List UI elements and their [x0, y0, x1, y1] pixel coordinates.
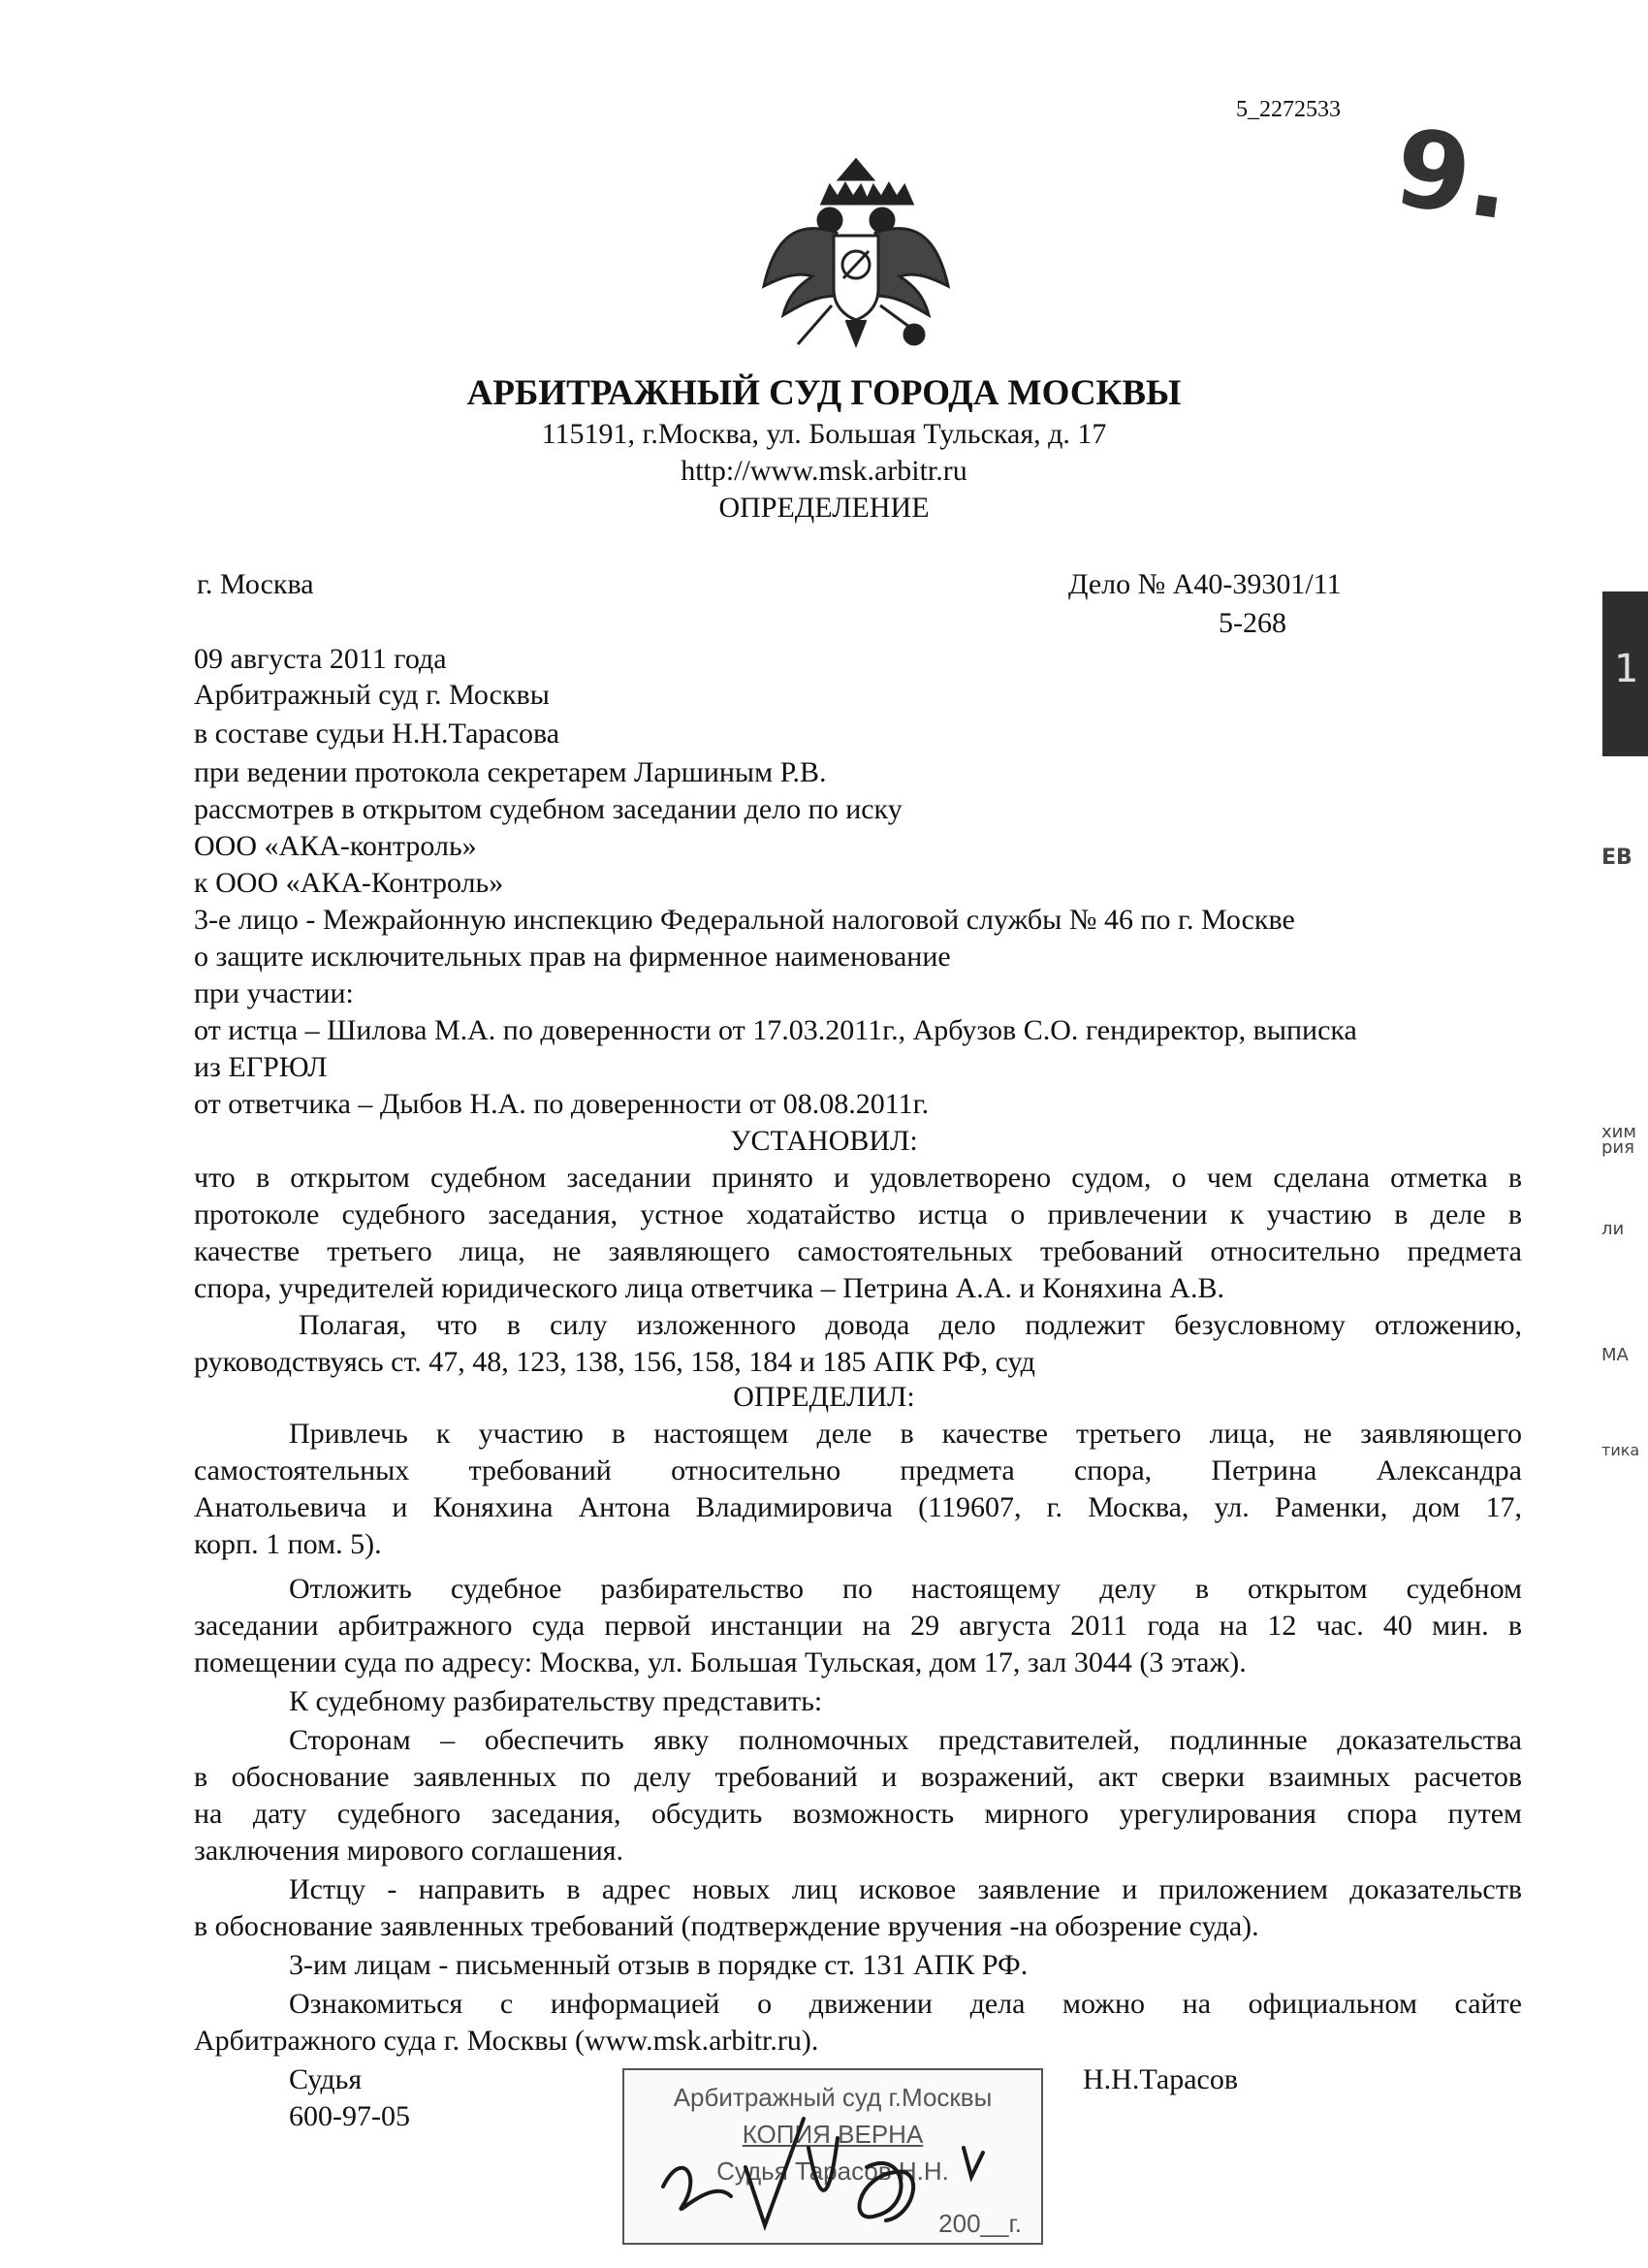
adjacent-page-strip	[1602, 591, 1648, 756]
decided-heading: ОПРЕДЕЛИЛ:	[733, 1381, 915, 1413]
decided-line: Истцу - направить в адрес новых лиц исковое заявление и приложением доказательств	[289, 1873, 1522, 1905]
case-sub-number: 5-268	[1219, 607, 1286, 639]
decided-line: Ознакомиться с информацией о движении дела можно на официальном сайте	[289, 1988, 1522, 2020]
decided-line: 3-им лицам - письменный отзыв в порядке ст. 131 АПК РФ.	[289, 1949, 1029, 1981]
decided-line: заключения мирового соглашения.	[194, 1835, 624, 1867]
decided-line: заседании арбитражного суда первой инстанции на 29 августа 2011 года на 12 час. 40 мин. в	[194, 1610, 1522, 1642]
decided-line: в обоснование заявленных требований (подтверждение вручения -на обозрение суда).	[194, 1910, 1259, 1942]
intro-line: Арбитражный суд г. Москвы	[194, 679, 550, 711]
established-heading: УСТАНОВИЛ:	[730, 1125, 918, 1157]
edge-text: тика	[1601, 1441, 1640, 1459]
decided-line: Анатольевича и Коняхина Антона Владимировича (119607, г. Москва, ул. Раменки, дом 17,	[194, 1491, 1522, 1523]
intro-line: при ведении протокола секретарем Ларшиным Р.В.	[194, 756, 827, 788]
edge-text: ли	[1601, 1219, 1625, 1239]
court-address: 115191, г.Москва, ул. Большая Тульская, д. 17	[541, 418, 1107, 450]
edge-text: хим	[1601, 1122, 1636, 1142]
decided-line: Отложить судебное разбирательство по настоящему делу в открытом судебном	[289, 1573, 1522, 1605]
intro-line: от ответчика – Дыбов Н.А. по доверенности от 08.08.2011г.	[194, 1088, 930, 1120]
decided-line: К судебному разбирательству представить:	[289, 1685, 823, 1717]
intro-line: 3-е лицо - Межрайонную инспекцию Федеральной налоговой службы № 46 по г. Москве	[194, 904, 1295, 936]
decided-line: в обоснование заявленных по делу требований и возражений, акт сверки взаимных расчетов	[194, 1761, 1522, 1793]
certified-copy-stamp	[622, 2068, 1043, 2245]
decided-line: корп. 1 пом. 5).	[194, 1528, 382, 1560]
decided-line: самостоятельных требований относительно предмета спора, Петрина Александра	[194, 1454, 1522, 1486]
intro-line: о защите исключительных прав на фирменное наименование	[194, 941, 951, 973]
edge-text: МА	[1601, 1345, 1629, 1365]
intro-line: в составе судьи Н.Н.Тарасова	[194, 718, 560, 750]
judge-phone: 600-97-05	[289, 2100, 410, 2132]
coat-of-arms-icon	[754, 150, 958, 354]
city: г. Москва	[197, 568, 314, 600]
established-line: Полагая, что в силу изложенного довода дело подлежит безусловному отложению,	[299, 1309, 1522, 1341]
handwritten-mark: 9.	[1387, 105, 1519, 244]
intro-line: к ООО «АКА-Контроль»	[194, 867, 504, 899]
intro-line: рассмотрев в открытом судебном заседании дело по иску	[194, 793, 903, 825]
court-name: АРБИТРАЖНЫЙ СУД ГОРОДА МОСКВЫ	[466, 373, 1182, 413]
decision-date: 09 августа 2011 года	[194, 643, 447, 675]
document-type: ОПРЕДЕЛЕНИЕ	[718, 492, 930, 524]
stamp-court: Арбитражный суд г.Москвы	[673, 2083, 993, 2112]
case-number: Дело № А40-39301/11	[1068, 568, 1342, 600]
decided-line: на дату судебного заседания, обсудить возможность мирного урегулирования спора путем	[194, 1798, 1522, 1830]
intro-line: из ЕГРЮЛ	[194, 1051, 328, 1083]
document-id: 5_2272533	[1236, 97, 1341, 122]
stamp-year: 200__г.	[938, 2209, 1022, 2238]
established-line: протоколе судебного заседания, устное ходатайство истца о привлечении к участию в деле в	[194, 1198, 1522, 1230]
decided-line: Привлечь к участию в настоящем деле в качестве третьего лица, не заявляющего	[289, 1418, 1522, 1450]
stamp-copy-verified: КОПИЯ ВЕРНА	[742, 2120, 924, 2149]
decided-line: помещении суда по адресу: Москва, ул. Большая Тульская, дом 17, зал 3044 (3 этаж).	[194, 1646, 1247, 1678]
decided-line: Сторонам – обеспечить явку полномочных представителей, подлинные доказательства	[289, 1724, 1522, 1756]
edge-text: рия	[1601, 1137, 1634, 1158]
judge-name: Н.Н.Тарасов	[1083, 2063, 1239, 2095]
intro-line: от истца – Шилова М.А. по доверенности от 17.03.2011г., Арбузов С.О. гендиректор, выписка	[194, 1014, 1357, 1046]
established-line: руководствуясь ст. 47, 48, 123, 138, 156, 158, 184 и 185 АПК РФ, суд	[194, 1346, 1035, 1378]
established-line: спора, учредителей юридического лица ответчика – Петрина А.А. и Коняхина А.В.	[194, 1272, 1224, 1304]
edge-text: ЕВ	[1601, 846, 1632, 870]
established-line: что в открытом судебном заседании принято и удовлетворено судом, о чем сделана отметка в	[194, 1162, 1522, 1194]
handwritten-signature-icon	[653, 2109, 1022, 2235]
signature-role: Судья	[289, 2063, 363, 2095]
court-website: http://www.msk.arbitr.ru	[681, 455, 967, 487]
intro-line: при участии:	[194, 977, 354, 1009]
intro-line: ООО «АКА-контроль»	[194, 830, 477, 862]
strip-glyph: 1	[1614, 647, 1639, 691]
stamp-judge: Судья Тарасов Н.Н.	[716, 2156, 949, 2186]
decided-line: Арбитражного суда г. Москвы (www.msk.arbitr.ru).	[194, 2025, 819, 2057]
established-line: качестве третьего лица, не заявляющего самостоятельных требований относительно предмета	[194, 1235, 1522, 1267]
